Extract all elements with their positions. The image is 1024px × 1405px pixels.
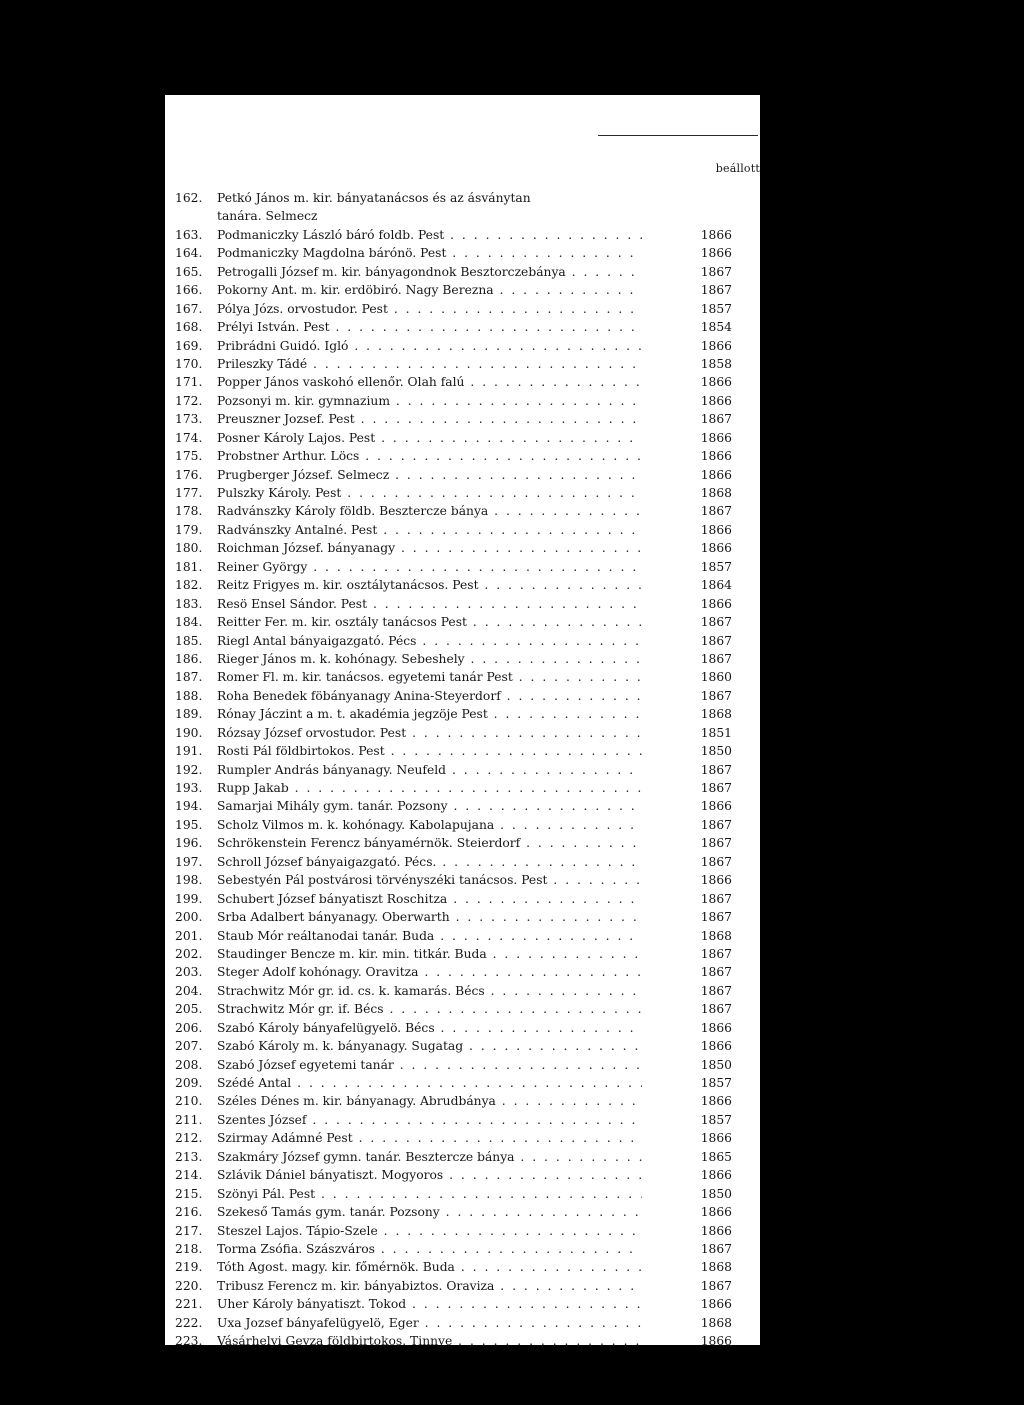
entry-number: 185.	[175, 633, 203, 648]
entry-number: 180.	[175, 541, 203, 556]
list-item	[165, 834, 760, 852]
entry-text: Preuszner Jozsef. Pest . . .	[217, 410, 642, 428]
entry-text: Pulszky Károly. Pest . . .	[217, 484, 642, 502]
list-item	[165, 429, 760, 447]
entry-number: 218.	[175, 1241, 203, 1256]
list-item	[165, 392, 760, 410]
entry-number: 178.	[175, 504, 203, 519]
list-item	[165, 539, 760, 557]
list-item	[165, 263, 760, 281]
entry-year: 1867	[700, 412, 732, 427]
entry-number: 166.	[175, 283, 203, 298]
entry-year: 1867	[700, 762, 732, 777]
entry-number: 199.	[175, 891, 203, 906]
list-item	[165, 300, 760, 318]
list-item	[165, 705, 760, 723]
entry-text: Pribrádni Guidó. Igló . . .	[217, 337, 642, 355]
entry-number: 206.	[175, 1020, 203, 1035]
entry-year: 1866	[700, 467, 732, 482]
entry-text: Vásárhelyi Geyza földbirtokos. Tinnye . . .	[217, 1332, 642, 1350]
entry-number: 201.	[175, 928, 203, 943]
entry-text: Reitz Frigyes m. kir. osztálytanácsos. Pest . . .	[217, 576, 642, 594]
entry-year: 1866	[700, 1205, 732, 1220]
entry-text: Szirmay Adámné Pest . . .	[217, 1129, 642, 1147]
entry-number: 188.	[175, 688, 203, 703]
list-item	[165, 1185, 760, 1203]
entry-number: 196.	[175, 836, 203, 851]
entry-year: 1868	[700, 486, 732, 500]
entry-number: 183.	[175, 596, 203, 611]
entry-number: 181.	[175, 559, 203, 574]
entry-number: 204.	[175, 983, 203, 998]
list-item	[165, 668, 760, 686]
year-column-header: beállott	[715, 162, 760, 175]
entry-year: 1866	[700, 1223, 732, 1238]
list-item	[165, 816, 760, 834]
list-item	[165, 1092, 760, 1110]
entry-text: Tribusz Ferencz m. kir. bányabiztos. Oraviza . . .	[217, 1277, 642, 1295]
entry-year: 1868	[700, 1260, 732, 1275]
entry-text: Uher Károly bányatiszt. Tokod . . .	[217, 1295, 642, 1313]
entry-number: 192.	[175, 762, 203, 777]
entry-number: 172.	[175, 393, 203, 408]
entry-number: 182.	[175, 578, 203, 593]
entry-year: 1866	[700, 393, 732, 408]
entry-number: 177.	[175, 486, 203, 500]
entry-year: 1857	[700, 301, 732, 316]
entry-text: Széles Dénes m. kir. bányanagy. Abrudbánya . . .	[217, 1092, 642, 1110]
list-item	[165, 779, 760, 797]
entry-number: 179.	[175, 522, 203, 537]
entry-year: 1868	[700, 1315, 732, 1330]
entry-number: 198.	[175, 873, 203, 888]
entry-text: Steger Adolf kohónagy. Oravitza . . .	[217, 963, 642, 981]
entry-text: Sebestyén Pál postvárosi törvényszéki tanácsos. Pest . . .	[217, 871, 642, 889]
entry-year: 1850	[700, 1057, 732, 1072]
entry-year: 1865	[700, 1149, 732, 1164]
entry-year: 1850	[700, 1186, 732, 1201]
entry-year: 1850	[700, 744, 732, 759]
entry-text: Tóth Agost. magy. kir. főmérnök. Buda . . .	[217, 1258, 642, 1276]
list-item	[165, 244, 760, 262]
entry-year: 1866	[700, 873, 732, 888]
entry-year: 1867	[700, 854, 732, 869]
entry-number: 202.	[175, 946, 203, 961]
entry-text: Uxa Jozsef bányafelügyelö, Eger . . .	[217, 1314, 642, 1332]
entry-year: 1866	[700, 449, 732, 464]
list-item	[165, 963, 760, 981]
entry-number: 167.	[175, 301, 203, 316]
entry-text: Radvánszky Antalné. Pest . . .	[217, 521, 642, 539]
list-item	[165, 982, 760, 1000]
entry-year: 1866	[700, 1131, 732, 1146]
entry-year: 1867	[700, 283, 732, 298]
entry-number: 215.	[175, 1186, 203, 1201]
entry-number: 221.	[175, 1297, 203, 1312]
list-item	[165, 410, 760, 428]
list-item	[165, 1203, 760, 1221]
entry-number: 211.	[175, 1112, 203, 1127]
entry-year: 1866	[700, 430, 732, 445]
entry-text: Szabó József egyetemi tanár . . .	[217, 1056, 642, 1074]
entry-year: 1867	[700, 504, 732, 519]
entry-year: 1867	[700, 1241, 732, 1256]
list-item	[165, 1258, 760, 1276]
entry-number: 212.	[175, 1131, 203, 1146]
entry-year: 1867	[700, 688, 732, 703]
entry-number: 217.	[175, 1223, 203, 1238]
entry-year: 1857	[700, 1112, 732, 1127]
entry-text: Prugberger József. Selmecz . . .	[217, 466, 642, 484]
list-item	[165, 797, 760, 815]
list-item	[165, 484, 760, 502]
list-item	[165, 687, 760, 705]
entry-text: Pólya Józs. orvostudor. Pest . . .	[217, 300, 642, 318]
entry-number: 219.	[175, 1260, 203, 1275]
entry-year: 1857	[700, 1076, 732, 1090]
entry-text: Petrogalli József m. kir. bányagondnok Besztorczebánya . . .	[217, 263, 642, 281]
entry-number: 194.	[175, 799, 203, 814]
entry-number: 193.	[175, 781, 203, 795]
entry-number: 174.	[175, 430, 203, 445]
entry-year: 1866	[700, 799, 732, 814]
entry-year: 1858	[700, 356, 732, 371]
entry-number: 184.	[175, 615, 203, 630]
entry-text: Posner Károly Lajos. Pest . . .	[217, 429, 642, 447]
entry-year: 1868	[700, 707, 732, 722]
entry-text: Rónay Jáczint a m. t. akadémia jegzöje Pest . . .	[217, 705, 642, 723]
list-item	[165, 576, 760, 594]
list-item	[165, 447, 760, 465]
entry-number: 223.	[175, 1334, 203, 1349]
entry-number: 200.	[175, 910, 203, 925]
entry-number: 203.	[175, 965, 203, 980]
entry-number: 165.	[175, 264, 203, 279]
entry-number: 186.	[175, 651, 203, 666]
list-item	[165, 1277, 760, 1295]
entry-year: 1866	[700, 596, 732, 611]
list-item	[165, 871, 760, 889]
document-page	[165, 95, 760, 1349]
list-item	[165, 724, 760, 742]
entry-text: Scholz Vilmos m. k. kohónagy. Kabolapujana . . .	[217, 816, 642, 834]
entry-text: Resö Ensel Sándor. Pest . . .	[217, 595, 642, 613]
entry-number: 175.	[175, 449, 203, 464]
list-item	[165, 1295, 760, 1313]
entry-number: 214.	[175, 1168, 203, 1183]
entry-text: Samarjai Mihály gym. tanár. Pozsony . . .	[217, 797, 642, 815]
entry-text: Roichman József. bányanagy . . .	[217, 539, 642, 557]
entry-text: Steszel Lajos. Tápio-Szele . . .	[217, 1222, 642, 1240]
entry-text: Roha Benedek föbányanagy Anina-Steyerdorf . . .	[217, 687, 642, 705]
list-item	[165, 1166, 760, 1184]
entry-number: 216.	[175, 1205, 203, 1220]
entry-text: Szabó Károly bányafelügyelö. Bécs . . .	[217, 1019, 642, 1037]
entry-text: Szlávik Dániel bányatiszt. Mogyoros . . .	[217, 1166, 642, 1184]
list-item	[165, 595, 760, 613]
entry-text: Reitter Fer. m. kir. osztály tanácsos Pest . . .	[217, 613, 642, 631]
list-item	[165, 1111, 760, 1129]
entry-number: 171.	[175, 375, 203, 390]
entry-number: 195.	[175, 817, 203, 832]
entry-year: 1860	[700, 670, 732, 685]
entry-text: Schrökenstein Ferencz bányamérnök. Steierdorf . . .	[217, 834, 642, 852]
entry-number: 208.	[175, 1057, 203, 1072]
list-item	[165, 207, 760, 225]
list-item	[165, 558, 760, 576]
entry-text: Rózsay József orvostudor. Pest . . .	[217, 724, 642, 742]
list-item	[165, 189, 760, 207]
entry-text: Srba Adalbert bányanagy. Oberwarth . . .	[217, 908, 642, 926]
entry-year: 1866	[700, 338, 732, 353]
entry-text: Prileszky Tádé . . .	[217, 355, 642, 373]
list-item	[165, 632, 760, 650]
entry-year: 1851	[700, 725, 732, 740]
entry-text: tanára. Selmecz	[217, 209, 318, 224]
entry-year: 1866	[700, 1168, 732, 1183]
list-item	[165, 318, 760, 336]
list-item	[165, 281, 760, 299]
entry-year: 1867	[700, 633, 732, 648]
entry-number: 164.	[175, 246, 203, 261]
entry-number: 176.	[175, 467, 203, 482]
entry-text: Staub Mór reáltanodai tanár. Buda . . .	[217, 927, 642, 945]
entry-number: 191.	[175, 744, 203, 759]
list-item	[165, 945, 760, 963]
list-item	[165, 226, 760, 244]
entry-year: 1867	[700, 615, 732, 630]
list-item	[165, 466, 760, 484]
entry-text: Staudinger Bencze m. kir. min. titkár. Buda . . .	[217, 945, 642, 963]
entry-year: 1866	[700, 1039, 732, 1054]
entry-text: Radvánszky Károly földb. Besztercze bánya . . .	[217, 502, 642, 520]
entry-year: 1867	[700, 817, 732, 832]
list-item	[165, 1019, 760, 1037]
entry-year: 1866	[700, 1334, 732, 1349]
entry-number: 163.	[175, 227, 203, 242]
entry-number: 210.	[175, 1094, 203, 1109]
entry-number: 170.	[175, 356, 203, 371]
entry-text: Rosti Pál földbirtokos. Pest . . .	[217, 742, 642, 760]
entry-text: Pokorny Ant. m. kir. erdöbiró. Nagy Berezna . . .	[217, 281, 642, 299]
entry-number: 222.	[175, 1315, 203, 1330]
entry-year: 1854	[700, 320, 732, 335]
entry-year: 1867	[700, 264, 732, 279]
entry-number: 220.	[175, 1278, 203, 1293]
entry-number: 207.	[175, 1039, 203, 1054]
entry-text: Riegl Antal bányaigazgató. Pécs . . .	[217, 632, 642, 650]
entry-year: 1867	[700, 946, 732, 961]
entry-text: Szabó Károly m. k. bányanagy. Sugatag . . .	[217, 1037, 642, 1055]
entry-number: 205.	[175, 1002, 203, 1017]
list-item	[165, 853, 760, 871]
entry-text: Reiner György . . .	[217, 558, 642, 576]
list-item	[165, 650, 760, 668]
list-item	[165, 1148, 760, 1166]
list-item	[165, 502, 760, 520]
list-item	[165, 1129, 760, 1147]
header-rule	[598, 135, 758, 136]
entry-text: Romer Fl. m. kir. tanácsos. egyetemi tanár Pest . . .	[217, 668, 642, 686]
list-item	[165, 742, 760, 760]
entry-text: Schubert József bányatiszt Roschitza . . .	[217, 890, 642, 908]
entry-number: 168.	[175, 320, 203, 335]
list-item	[165, 908, 760, 926]
entry-year: 1867	[700, 891, 732, 906]
entry-year: 1866	[700, 1020, 732, 1035]
entry-text: Pozsonyi m. kir. gymnazium . . .	[217, 392, 642, 410]
list-item	[165, 521, 760, 539]
list-item	[165, 613, 760, 631]
list-item	[165, 1037, 760, 1055]
list-item	[165, 761, 760, 779]
entry-year: 1866	[700, 541, 732, 556]
entry-year: 1866	[700, 1297, 732, 1312]
list-item	[165, 1222, 760, 1240]
entry-text: Szentes József . . .	[217, 1111, 642, 1129]
entry-text: Rumpler András bányanagy. Neufeld . . .	[217, 761, 642, 779]
entry-year: 1866	[700, 375, 732, 390]
entry-year: 1868	[700, 928, 732, 943]
entry-text: Petkó János m. kir. bányatanácsos és az ásványtan	[217, 191, 531, 205]
entry-year: 1867	[700, 651, 732, 666]
entry-number: 213.	[175, 1149, 203, 1164]
list-item	[165, 927, 760, 945]
entry-year: 1866	[700, 1094, 732, 1109]
entry-text: Schroll József bányaigazgató. Pécs. . . .	[217, 853, 642, 871]
entry-text: Szédé Antal . . .	[217, 1074, 642, 1092]
entry-text: Szönyi Pál. Pest . . .	[217, 1185, 642, 1203]
entry-year: 1864	[700, 578, 732, 593]
entry-number: 190.	[175, 725, 203, 740]
list-item	[165, 355, 760, 373]
list-item	[165, 1056, 760, 1074]
list-item	[165, 337, 760, 355]
list-item	[165, 890, 760, 908]
entry-number: 162.	[175, 191, 203, 205]
entry-text: Prélyi István. Pest . . .	[217, 318, 642, 336]
entry-year: 1857	[700, 559, 732, 574]
entry-text: Popper János vaskohó ellenőr. Olah falú . . .	[217, 373, 642, 391]
entry-text: Podmaniczky László báró foldb. Pest . . .	[217, 226, 642, 244]
list-item	[165, 1314, 760, 1332]
entry-text: Rieger János m. k. kohónagy. Sebeshely . . .	[217, 650, 642, 668]
entry-number: 173.	[175, 412, 203, 427]
entry-text: Torma Zsófia. Szászváros . . .	[217, 1240, 642, 1258]
entry-year: 1867	[700, 983, 732, 998]
entry-number: 187.	[175, 670, 203, 685]
entry-text: Szakmáry József gymn. tanár. Besztercze bánya . . .	[217, 1148, 642, 1166]
entry-number: 197.	[175, 854, 203, 869]
list-item	[165, 373, 760, 391]
list-item	[165, 1074, 760, 1092]
entry-year: 1866	[700, 246, 732, 261]
entry-text: Strachwitz Mór gr. id. cs. k. kamarás. Bécs . . .	[217, 982, 642, 1000]
entry-text: Probstner Arthur. Löcs . . .	[217, 447, 642, 465]
entry-year: 1867	[700, 781, 732, 795]
entry-number: 209.	[175, 1076, 203, 1090]
entry-year: 1867	[700, 1002, 732, 1017]
entry-text: Rupp Jakab . . .	[217, 779, 642, 797]
entry-year: 1867	[700, 965, 732, 980]
entry-year: 1867	[700, 1278, 732, 1293]
entry-year: 1867	[700, 836, 732, 851]
entry-year: 1867	[700, 910, 732, 925]
entry-number: 189.	[175, 707, 203, 722]
entry-year: 1866	[700, 522, 732, 537]
list-item	[165, 1000, 760, 1018]
list-item	[165, 1332, 760, 1350]
entry-text: Podmaniczky Magdolna bárónö. Pest . . .	[217, 244, 642, 262]
entry-year: 1866	[700, 227, 732, 242]
list-item	[165, 1240, 760, 1258]
member-list	[165, 189, 760, 1351]
entry-number: 169.	[175, 338, 203, 353]
entry-text: Szekeső Tamás gym. tanár. Pozsony . . .	[217, 1203, 642, 1221]
entry-text: Strachwitz Mór gr. if. Bécs . . .	[217, 1000, 642, 1018]
